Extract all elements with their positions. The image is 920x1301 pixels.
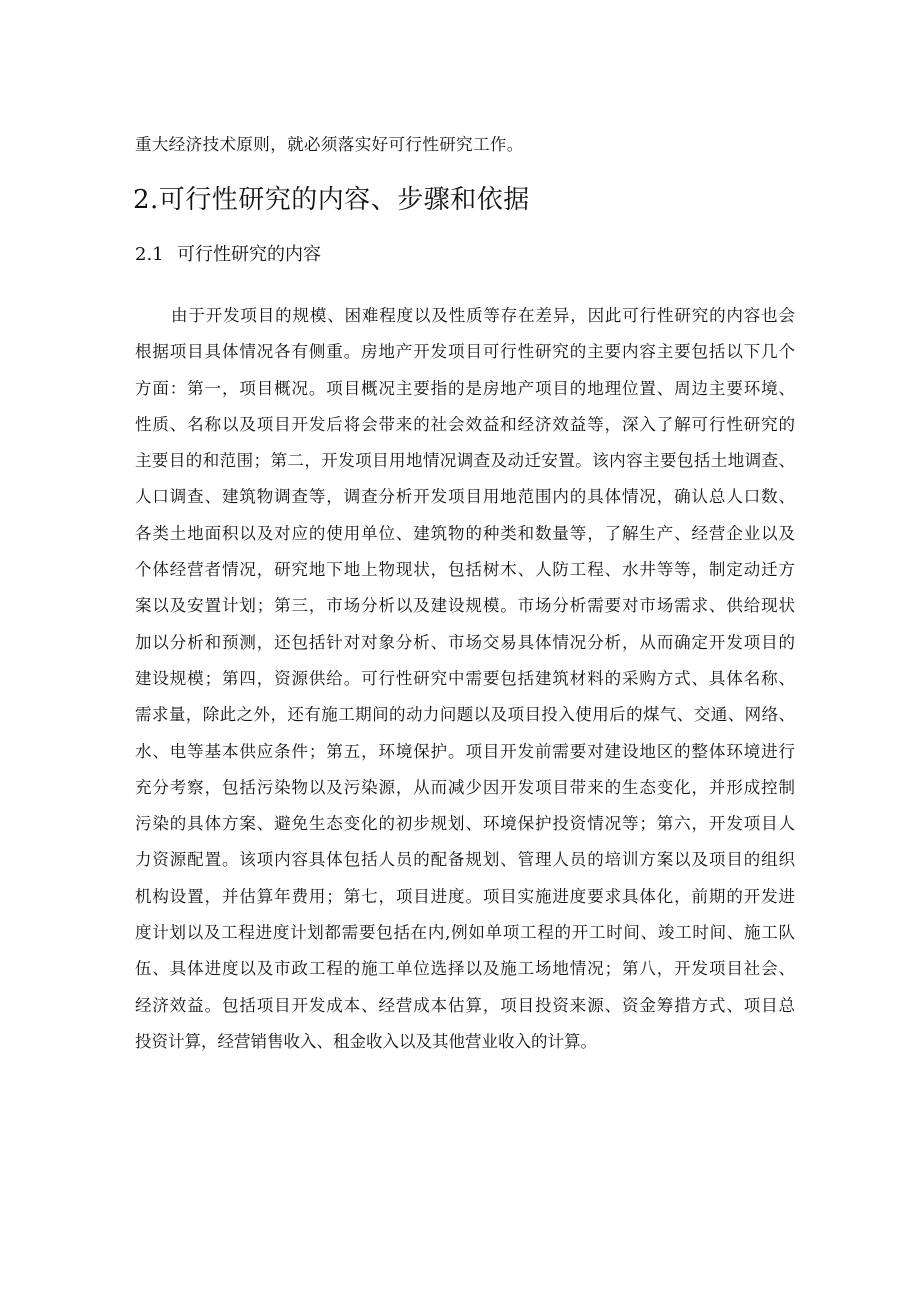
paragraph-line: 方面：第一，项目概况。项目概况主要指的是房地产项目的地理位置、周边主要环境、 — [135, 378, 795, 398]
paragraph-line: 各类土地面积以及对应的使用单位、建筑物的种类和数量等，了解生产、经营企业以及 — [135, 523, 795, 543]
paragraph-line: 主要目的和范围；第二，开发项目用地情况调查及动迁安置。该内容主要包括土地调查、 — [135, 451, 795, 471]
paragraph-line: 水、电等基本供应条件；第五，环境保护。项目开发前需要对建设地区的整体环境进行 — [135, 741, 795, 761]
paragraph-line: 力资源配置。该项内容具体包括人员的配备规划、管理人员的培训方案以及项目的组织 — [135, 850, 795, 870]
paragraph-line: 案以及安置计划；第三，市场分析以及建设规模。市场分析需要对市场需求、供给现状 — [135, 596, 795, 616]
paragraph-line: 人口调查、建筑物调查等，调查分析开发项目用地范围内的具体情况，确认总人口数、 — [135, 487, 795, 507]
paragraph-line: 投资计算，经营销售收入、租金收入以及其他营业收入的计算。 — [135, 1031, 597, 1051]
paragraph-line: 个体经营者情况，研究地下地上物现状，包括树木、人防工程、水井等等，制定动迁方 — [135, 560, 795, 580]
body-paragraph — [135, 298, 795, 1060]
paragraph-line: 伍、具体进度以及市政工程的施工单位选择以及施工场地情况；第八，开发项目社会、 — [135, 959, 795, 979]
subsection-title: 可行性研究的内容 — [177, 244, 321, 265]
paragraph-line: 加以分析和预测，还包括针对对象分析、市场交易具体情况分析，从而确定开发项目的 — [135, 632, 795, 652]
paragraph-line: 需求量，除此之外，还有施工期间的动力问题以及项目投入使用后的煤气、交通、网络、 — [135, 705, 795, 725]
subsection-heading — [135, 240, 321, 270]
paragraph-line: 机构设置，并估算年费用；第七，项目进度。项目实施进度要求具体化，前期的开发进 — [135, 886, 795, 906]
paragraph-line: 度计划以及工程进度计划都需要包括在内,例如单项工程的开工时间、竣工时间、施工队 — [135, 923, 795, 943]
paragraph-line: 经济效益。包括项目开发成本、经营成本估算，项目投资来源、资金筹措方式、项目总 — [135, 995, 795, 1015]
paragraph-line: 根据项目具体情况各有侧重。房地产开发项目可行性研究的主要内容主要包括以下几个 — [135, 342, 795, 362]
paragraph-line: 性质、名称以及项目开发后将会带来的社会效益和经济效益等，深入了解可行性研究的 — [135, 414, 795, 434]
carry-over-line: 重大经济技术原则，就必须落实好可行性研究工作。 — [135, 135, 524, 154]
paragraph-line: 建设规模；第四，资源供给。可行性研究中需要包括建筑材料的采购方式、具体名称、 — [135, 668, 795, 688]
paragraph-line: 充分考察，包括污染物以及污染源，从而减少因开发项目带来的生态变化，并形成控制 — [135, 777, 795, 797]
section-heading: 2.可行性研究的内容、步骤和依据 — [133, 185, 530, 215]
paragraph-line: 污染的具体方案、避免生态变化的初步规划、环境保护投资情况等；第六，开发项目人 — [135, 814, 795, 834]
paragraph-line: 由于开发项目的规模、困难程度以及性质等存在差异，因此可行性研究的内容也会 — [171, 306, 795, 325]
subsection-number: 2.1 — [135, 244, 164, 265]
